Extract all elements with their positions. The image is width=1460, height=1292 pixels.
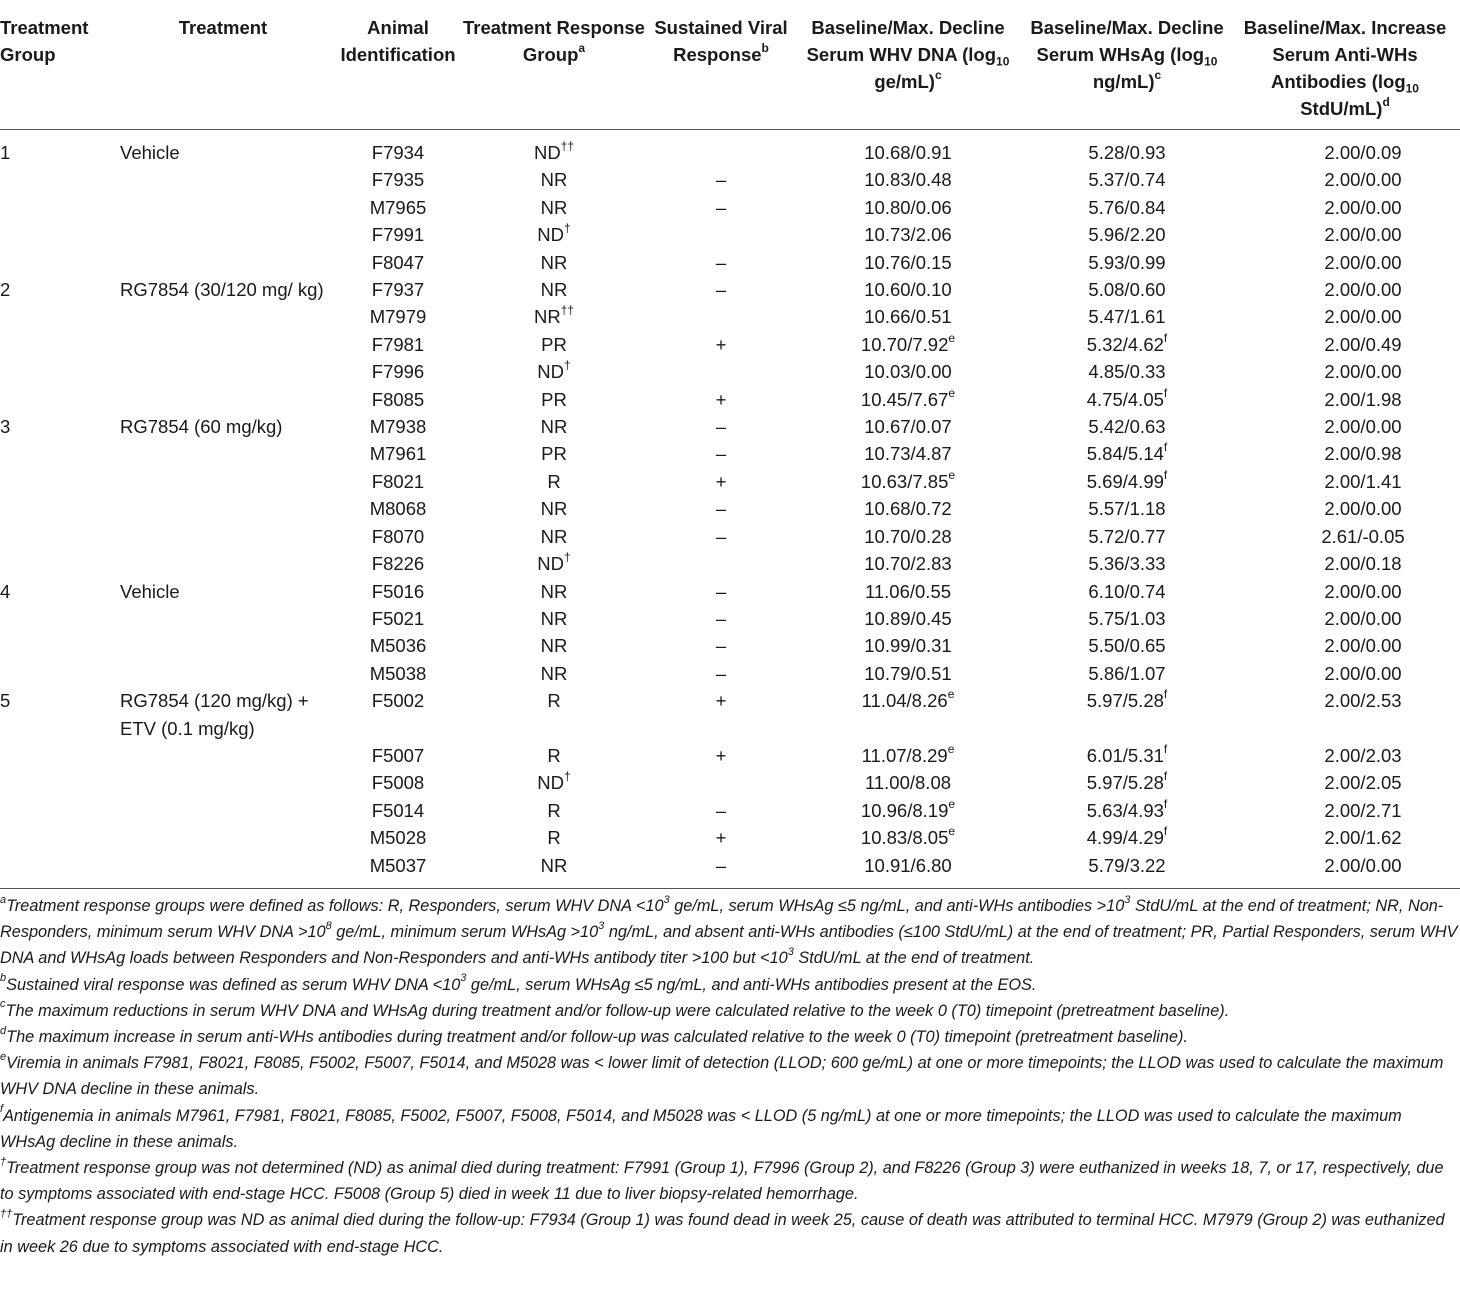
table-row [0,605,1460,632]
cell-anti-whs: 2.00/0.00 [1324,580,1402,602]
footnote-dagger: †Treatment response group was not determined (ND) as animal died during treatment: F7991 (Group 1), F7996 (Group 2), and F8226 (Group 3) were euthanized in weeks 18, 7, or 17, respectively, due to symptoms associated with end-stage HCC. F5008 (Group 5) died in week 11 due to liver biopsy-related hemorrhage. [0,1155,1444,1204]
cell-treatment [108,303,338,330]
cell-treatment [108,331,338,358]
cell-response-group: NR [540,251,568,273]
cell-whsag: 5.79/3.22 [1088,854,1166,876]
cell-anti-whs: 2.00/0.00 [1324,279,1402,301]
cell-response-group: R [547,690,561,712]
cell-treatment [108,249,338,276]
cell-treatment-group: 2 [0,279,11,301]
cell-animal-id: F5008 [371,772,425,794]
cell-animal-id: F7981 [371,333,425,355]
cell-treatment-group: 1 [0,142,11,163]
cell-whv-dna: 10.70/7.92e [860,330,956,355]
cell-response-group: PR [541,333,567,355]
cell-animal-id: M5038 [369,662,427,684]
cell-animal-id: F5016 [371,580,425,602]
footnote-a: $^a$Treatment response groups were defined as follows: R, Responders, serum WHV DNA $<10^3$ ge/mL, serum WHsAg ≤5 ng/mL, and anti-WHs antibodies $>10^3$ StdU/mL at the end of treatment; NR, Non-Responders, minimum serum WHV DNA $>10^8$ ge/mL, minimum serum WHsAg $>10^3$ ng/mL, and absent anti-WHs antibodies (≤100 StdU/mL) at the end of treatment; PR, Partial Responders, serum WHV DNA and WHsAg loads between Responders and Non-Responders and anti-WHs antibody titer >100 but $<10^3$ StdU/mL at the end of treatment. [0,893,1458,968]
footnote-double-dagger: ††Treatment response group was ND as animal died during the follow-up: F7934 (Group 1) was found dead in week 25, cause of death was attributed to terminal HCC. M7979 (Group 2) was euthanized in week 26 due to symptoms associated with end-stage HCC. [0,1207,1445,1256]
cell-whv-dna: 11.06/0.55 [864,580,952,602]
cell-sustained-viral-response [650,769,792,796]
cell-response-group: ND† [537,221,571,246]
cell-sustained-viral-response [650,130,792,167]
cell-response-group: ND† [537,769,571,794]
cell-anti-whs: 2.00/0.00 [1324,416,1402,438]
footnote-e: $^e$Viremia in animals F7981, F8021, F8085, F5002, F5007, F5014, and M5028 was < lower limit of detection (LLOD; 600 ge/mL) at one or more timepoints; the LLOD was used to calculate the maximum WHV DNA decline in these animals. [0,1050,1444,1099]
cell-animal-id: M5037 [369,854,427,876]
cell-treatment [108,468,338,495]
cell-whsag: 5.76/0.84 [1088,196,1166,218]
cell-treatment-group: 4 [0,580,11,602]
cell-sustained-viral-response: – [715,525,727,547]
table-row [0,221,1460,248]
cell-treatment [108,166,338,193]
cell-response-group: NR [540,416,568,438]
cell-sustained-viral-response [650,303,792,330]
cell-sustained-viral-response: – [715,169,727,191]
cell-sustained-viral-response: + [715,827,727,849]
cell-sustained-viral-response: – [715,662,727,684]
cell-response-group: PR [541,443,567,465]
cell-response-group: NR [540,169,568,191]
cell-treatment-group [0,550,108,577]
cell-anti-whs: 2.00/2.03 [1324,744,1402,766]
cell-response-group: NR [540,580,568,602]
table-row [0,194,1460,221]
header-animal-identification: Animal Identification [340,17,456,65]
header-treatment-response-group: Treatment Response Group$^a$ [463,17,645,65]
cell-whsag: 5.32/4.62$^f$ [1086,330,1168,355]
cell-whv-dna: 10.83/8.05e [860,824,956,849]
cell-treatment [108,386,338,413]
cell-whv-dna: 10.89/0.45 [864,607,952,629]
cell-treatment-group: 5 [0,690,11,712]
cell-whsag: 5.47/1.61 [1088,306,1166,328]
cell-sustained-viral-response [650,550,792,577]
cell-animal-id: M5028 [369,827,427,849]
header-anti-whs-antibodies: Baseline/Max. Increase Serum Anti-WHs Antibodies ($\log_{10}$ StdU/mL)$^d$ [1243,17,1447,119]
cell-anti-whs: 2.00/0.00 [1324,607,1402,629]
header-treatment: Treatment [178,17,268,38]
cell-animal-id: F8085 [371,388,425,410]
cell-whsag: 5.72/0.77 [1088,525,1166,547]
table-row [0,468,1460,495]
cell-treatment [108,523,338,550]
cell-whv-dna: 10.45/7.67e [860,385,956,410]
cell-animal-id: F8070 [371,525,425,547]
cell-anti-whs: 2.00/0.09 [1324,142,1402,163]
cell-sustained-viral-response: + [715,690,727,712]
cell-treatment: RG7854 (30/120 mg/ kg) [120,279,324,301]
footnote-f: $^f$Antigenemia in animals M7961, F7981, F8021, F8085, F5002, F5007, F5008, F5014, and M5028 was < LLOD (5 ng/mL) at one or more timepoints; the LLOD was used to calculate the maximum WHsAg decline in these animals. [0,1103,1402,1151]
cell-animal-id: M7938 [369,416,427,438]
cell-animal-id: F8226 [371,553,425,575]
cell-sustained-viral-response: + [715,744,727,766]
cell-animal-id: F7935 [371,169,425,191]
cell-whsag: 5.36/3.33 [1088,553,1166,575]
cell-treatment [108,852,338,879]
cell-sustained-viral-response [650,221,792,248]
cell-treatment-group [0,797,108,824]
cell-sustained-viral-response: – [715,607,727,629]
cell-treatment-group [0,660,108,687]
cell-treatment-group [0,386,108,413]
cell-response-group: ND†† [533,138,575,163]
cell-animal-id: F7937 [371,279,425,301]
table-row [0,742,1460,769]
cell-response-group: NR†† [533,303,575,328]
cell-treatment-group [0,358,108,385]
cell-whsag: 5.86/1.07 [1088,662,1166,684]
cell-treatment [108,769,338,796]
cell-animal-id: F8021 [371,470,425,492]
cell-anti-whs: 2.00/0.00 [1324,196,1402,218]
cell-anti-whs: 2.00/1.62 [1324,827,1402,849]
cell-sustained-viral-response: – [715,854,727,876]
cell-anti-whs: 2.00/2.71 [1324,799,1402,821]
cell-treatment [108,495,338,522]
cell-treatment [108,440,338,467]
cell-whv-dna: 10.66/0.51 [864,306,952,328]
cell-anti-whs: 2.00/0.98 [1324,443,1402,465]
cell-response-group: ND† [537,549,571,575]
cell-animal-id: F5002 [371,690,425,712]
cell-response-group: NR [540,279,568,301]
cell-animal-id: F5007 [371,744,425,766]
cell-whv-dna: 11.07/8.29e [861,741,955,766]
cell-sustained-viral-response: – [715,196,727,218]
cell-whv-dna: 10.68/0.72 [864,498,952,520]
table-row [0,824,1460,851]
table-row [0,386,1460,413]
table-row [0,687,1460,742]
cell-anti-whs: 2.00/0.00 [1324,854,1402,876]
cell-animal-id: M8068 [369,498,427,520]
cell-sustained-viral-response: – [715,279,727,301]
cell-treatment-group [0,769,108,796]
cell-whv-dna: 10.91/6.80 [864,854,952,876]
cell-sustained-viral-response: + [715,388,727,410]
cell-treatment [108,660,338,687]
cell-response-group: ND† [537,358,571,383]
cell-treatment-group [0,632,108,659]
table-row [0,303,1460,330]
cell-treatment [108,358,338,385]
cell-treatment-group [0,194,108,221]
cell-whsag: 5.93/0.99 [1088,251,1166,273]
cell-treatment [108,797,338,824]
table-row [0,276,1460,303]
cell-animal-id: F5014 [371,799,425,821]
cell-response-group: R [547,470,561,492]
table-row [0,413,1460,440]
cell-treatment: RG7854 (60 mg/kg) [120,416,283,438]
cell-whv-dna: 11.00/8.08 [864,772,952,794]
cell-anti-whs: 2.00/1.41 [1324,470,1402,492]
cell-treatment [108,221,338,248]
cell-whsag: 5.96/2.20 [1088,224,1166,246]
cell-anti-whs: 2.00/2.53 [1324,690,1402,712]
cell-anti-whs: 2.00/0.18 [1324,553,1402,575]
cell-anti-whs: 2.00/0.00 [1324,306,1402,328]
cell-response-group: NR [540,662,568,684]
table-row [0,550,1460,577]
cell-whsag: 5.75/1.03 [1088,607,1166,629]
cell-animal-id: M5036 [369,635,427,657]
cell-animal-id: M7979 [369,306,427,328]
header-whv-dna: Baseline/Max. Decline Serum WHV DNA ($\log_{10}$ ge/mL)$^c$ [806,17,1010,92]
cell-animal-id: F7934 [371,142,425,163]
cell-whv-dna: 11.04/8.26e [861,686,955,712]
cell-treatment [108,742,338,769]
cell-whv-dna: 10.80/0.06 [864,196,952,218]
cell-anti-whs: 2.00/0.00 [1324,635,1402,657]
cell-anti-whs: 2.00/0.00 [1324,361,1402,383]
footnote-b: $^b$Sustained viral response was defined as serum WHV DNA $<10^3$ ge/mL, serum WHsAg ≤5 ng/mL, and anti-WHs antibodies present at the EOS. [0,972,1037,994]
cell-whv-dna: 10.79/0.51 [864,662,952,684]
cell-whsag: 6.10/0.74 [1088,580,1166,602]
cell-response-group: NR [540,525,568,547]
table-row [0,852,1460,879]
cell-treatment [108,550,338,577]
cell-whsag: 6.01/5.31$^f$ [1086,741,1168,766]
cell-treatment [108,632,338,659]
cell-treatment-group [0,221,108,248]
cell-anti-whs: 2.00/0.49 [1324,333,1402,355]
cell-treatment-group [0,331,108,358]
cell-treatment-group [0,852,108,879]
cell-whv-dna: 10.73/2.06 [864,224,952,246]
table-row [0,358,1460,385]
table-row [0,130,1460,167]
cell-sustained-viral-response: – [715,498,727,520]
cell-treatment-group [0,166,108,193]
cell-response-group: NR [540,498,568,520]
cell-treatment [108,605,338,632]
cell-treatment: RG7854 (120 mg/kg) + ETV (0.1 mg/kg) [120,690,309,739]
cell-whsag: 4.85/0.33 [1088,361,1166,383]
table-row [0,769,1460,796]
cell-response-group: NR [540,854,568,876]
cell-whsag: 5.08/0.60 [1088,279,1166,301]
cell-sustained-viral-response: – [715,580,727,602]
cell-animal-id: F7991 [371,224,425,246]
cell-treatment [108,824,338,851]
cell-sustained-viral-response: – [715,443,727,465]
footnote-c: $^c$The maximum reductions in serum WHV DNA and WHsAg during treatment and/or follow-up were calculated relative to the week 0 (T0) timepoint (pretreatment baseline). [0,998,1230,1020]
header-row [0,0,1460,130]
cell-whsag: 4.75/4.05$^f$ [1086,385,1168,410]
cell-sustained-viral-response: – [715,799,727,821]
table-row [0,578,1460,605]
cell-response-group: PR [541,388,567,410]
cell-sustained-viral-response: – [715,251,727,273]
cell-treatment-group: 3 [0,416,11,438]
table-row [0,632,1460,659]
cell-anti-whs: 2.00/2.05 [1324,772,1402,794]
cell-animal-id: M7961 [369,443,427,465]
cell-whv-dna: 10.03/0.00 [864,361,952,383]
cell-treatment-group [0,742,108,769]
cell-anti-whs: 2.61/-0.05 [1321,525,1405,547]
cell-whsag: 5.97/5.28$^f$ [1086,769,1168,794]
cell-whv-dna: 10.73/4.87 [864,443,952,465]
cell-sustained-viral-response: – [715,635,727,657]
cell-treatment-group [0,495,108,522]
cell-treatment-group [0,440,108,467]
cell-treatment-group [0,303,108,330]
cell-anti-whs: 2.00/0.00 [1324,498,1402,520]
cell-whv-dna: 10.67/0.07 [864,416,952,438]
cell-sustained-viral-response: + [715,470,727,492]
cell-whsag: 5.97/5.28$^f$ [1086,686,1168,712]
cell-sustained-viral-response [650,358,792,385]
cell-anti-whs: 2.00/0.00 [1324,224,1402,246]
table-row [0,166,1460,193]
table-row [0,331,1460,358]
cell-whsag: 5.84/5.14$^f$ [1086,440,1168,465]
footnote-d: $^d$The maximum increase in serum anti-WHs antibodies during treatment and/or follow-up was calculated relative to the week 0 (T0) timepoint (pretreatment baseline). [0,1024,1188,1046]
table-row [0,660,1460,687]
cell-whsag: 5.63/4.93$^f$ [1086,796,1168,821]
table-row [0,523,1460,550]
cell-whsag: 5.69/4.99$^f$ [1086,467,1168,492]
cell-animal-id: F8047 [371,251,425,273]
cell-whsag: 5.37/0.74 [1088,169,1166,191]
header-treatment-group: Treatment Group [0,17,89,65]
cell-whsag: 5.57/1.18 [1088,498,1166,520]
cell-sustained-viral-response: – [715,416,727,438]
cell-response-group: NR [540,607,568,629]
cell-anti-whs: 2.00/1.98 [1324,388,1402,410]
cell-whsag: 4.99/4.29$^f$ [1086,824,1168,849]
cell-response-group: R [547,744,561,766]
cell-whv-dna: 10.96/8.19e [860,796,956,821]
cell-whv-dna: 10.70/2.83 [864,553,952,575]
table-row [0,495,1460,522]
cell-treatment-group [0,468,108,495]
cell-whv-dna: 10.70/0.28 [864,525,952,547]
cell-whv-dna: 10.68/0.91 [864,142,952,163]
cell-anti-whs: 2.00/0.00 [1324,169,1402,191]
cell-animal-id: F7996 [371,361,425,383]
cell-whsag: 5.28/0.93 [1088,142,1166,163]
cell-treatment [108,194,338,221]
header-whsag: Baseline/Max. Decline Serum WHsAg ($\log_{10}$ ng/mL)$^c$ [1030,17,1224,92]
cell-treatment-group [0,605,108,632]
cell-animal-id: M7965 [369,196,427,218]
cell-response-group: NR [540,196,568,218]
cell-whv-dna: 10.60/0.10 [864,279,952,301]
cell-animal-id: F5021 [371,607,425,629]
cell-anti-whs: 2.00/0.00 [1324,662,1402,684]
table-row [0,797,1460,824]
cell-whsag: 5.50/0.65 [1088,635,1166,657]
cell-whv-dna: 10.99/0.31 [864,635,952,657]
header-sustained-viral-response: Sustained Viral Response$^b$ [654,17,788,65]
cell-response-group: R [547,799,561,821]
cell-treatment-group [0,523,108,550]
cell-whv-dna: 10.83/0.48 [864,169,952,191]
cell-sustained-viral-response: + [715,333,727,355]
table-row [0,440,1460,467]
cell-whv-dna: 10.63/7.85e [860,467,956,492]
cell-anti-whs: 2.00/0.00 [1324,251,1402,273]
cell-treatment-group [0,824,108,851]
table-body [0,130,1460,879]
cell-treatment-group [0,249,108,276]
table-row [0,249,1460,276]
footnotes [0,889,1460,1260]
cell-whsag: 5.42/0.63 [1088,416,1166,438]
cell-response-group: R [547,827,561,849]
cell-treatment: Vehicle [120,142,180,163]
cell-whv-dna: 10.76/0.15 [864,251,952,273]
cell-response-group: NR [540,635,568,657]
cell-treatment: Vehicle [120,580,180,602]
